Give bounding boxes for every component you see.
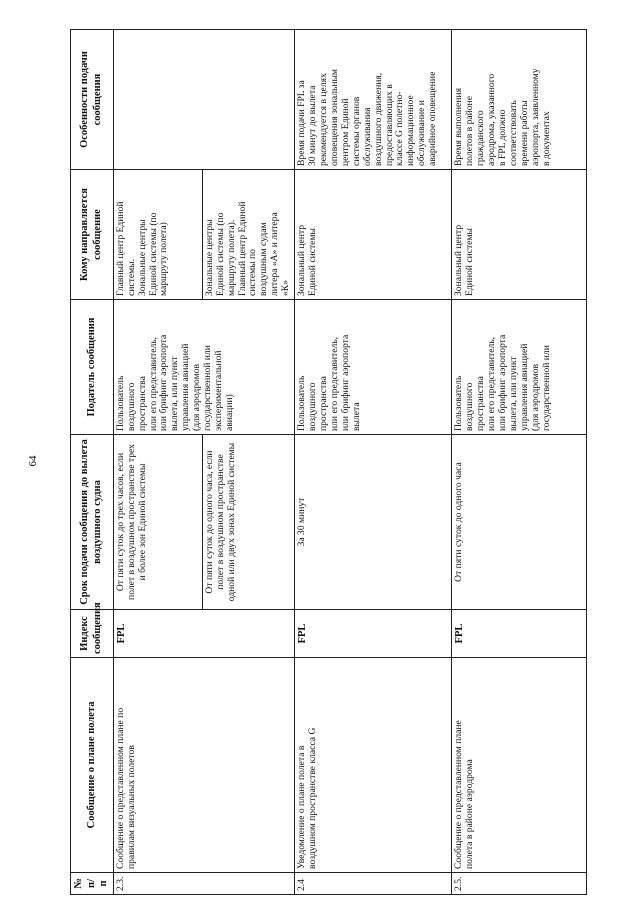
- row-submitter: Пользователь воздушного пространства или его представитель, или брифинг аэропорта вылета, или пункт управления авиацией (для аэродромов государственной или экспериментальной авиации): [113, 300, 294, 435]
- header-submitter: Податель сообщения: [71, 300, 114, 435]
- row-recipient: Зональный центр Единой системы: [452, 170, 587, 300]
- row-recipient-a: Главный центр Единой системы. Зональные центры Единой системы (по маршруту полета): [113, 170, 202, 300]
- row-index: FPL: [452, 610, 587, 658]
- row-message: Сообщение о представленном плане по правилам визуальных полетов: [113, 658, 294, 873]
- row-message: Сообщение о представленном плане полета в районе аэродрома: [452, 658, 587, 873]
- header-recipient: Кому направляется сообщение: [71, 170, 114, 300]
- row-recipient-b: Зональные центры Единой системы (по маршруту полета). Главный центр Единой системы по воздушным судам литера «А» и литера «К»: [202, 170, 294, 300]
- row-deadline: От пяти суток до одного часа: [452, 435, 587, 610]
- header-deadline: Срок подачи сообщения до вылета воздушного судна: [71, 435, 114, 610]
- row-recipient: Зональный центр Единой системы: [295, 170, 452, 300]
- flight-plan-messages-table: [70, 29, 587, 895]
- row-submitter: Пользователь воздушного пространства или его представитель, или брифинг аэропорта вылета: [295, 300, 452, 435]
- row-submitter: Пользователь воздушного пространства или его представитель, или брифинг аэропорта вылета, или пункт управления авиацией (для аэродромов государственной или: [452, 300, 587, 435]
- header-index: Индекс сообщения: [71, 610, 114, 658]
- table-row: [295, 30, 452, 895]
- header-num: № п/п: [71, 873, 114, 895]
- row-features: [113, 30, 294, 170]
- row-deadline-b: От пяти суток до одного часа, если полет в воздушном пространстве одной или двух зонах Единой системы: [202, 435, 294, 610]
- row-features: Время выполнения полетов в районе гражданского аэродрома, указанного в FPL должно соответствовать времени работы аэропорта, заявленному в документах: [452, 30, 587, 170]
- row-num: 2.4: [295, 873, 452, 895]
- row-message: Уведомление о плане полета в воздушном пространстве класса G: [295, 658, 452, 873]
- row-index: FPL: [113, 610, 294, 658]
- row-features: Время подачи FPL за 30 минут до вылета рекомендуется в целях оповещения зональным центром Единой системы органов обслуживания воздушного движения, предоставляющих в классе G полетно- информационное обслуживание и аварийное оповещение: [295, 30, 452, 170]
- row-deadline-a: От пяти суток до трех часов, если полет в воздушном пространстве трех и более зон Единой системы: [113, 435, 202, 610]
- header-features: Особенности подачи сообщения: [71, 30, 114, 170]
- row-num: 2.3.: [113, 873, 294, 895]
- table-row: [113, 30, 202, 895]
- row-index: FPL: [295, 610, 452, 658]
- table-header-row: [71, 30, 114, 895]
- table-row: [452, 30, 587, 895]
- page-number: 64: [27, 455, 39, 467]
- row-num: 2.5.: [452, 873, 587, 895]
- header-message: Сообщение о плане полета: [71, 658, 114, 873]
- row-deadline: За 30 минут: [295, 435, 452, 610]
- rotated-page: [70, 30, 590, 895]
